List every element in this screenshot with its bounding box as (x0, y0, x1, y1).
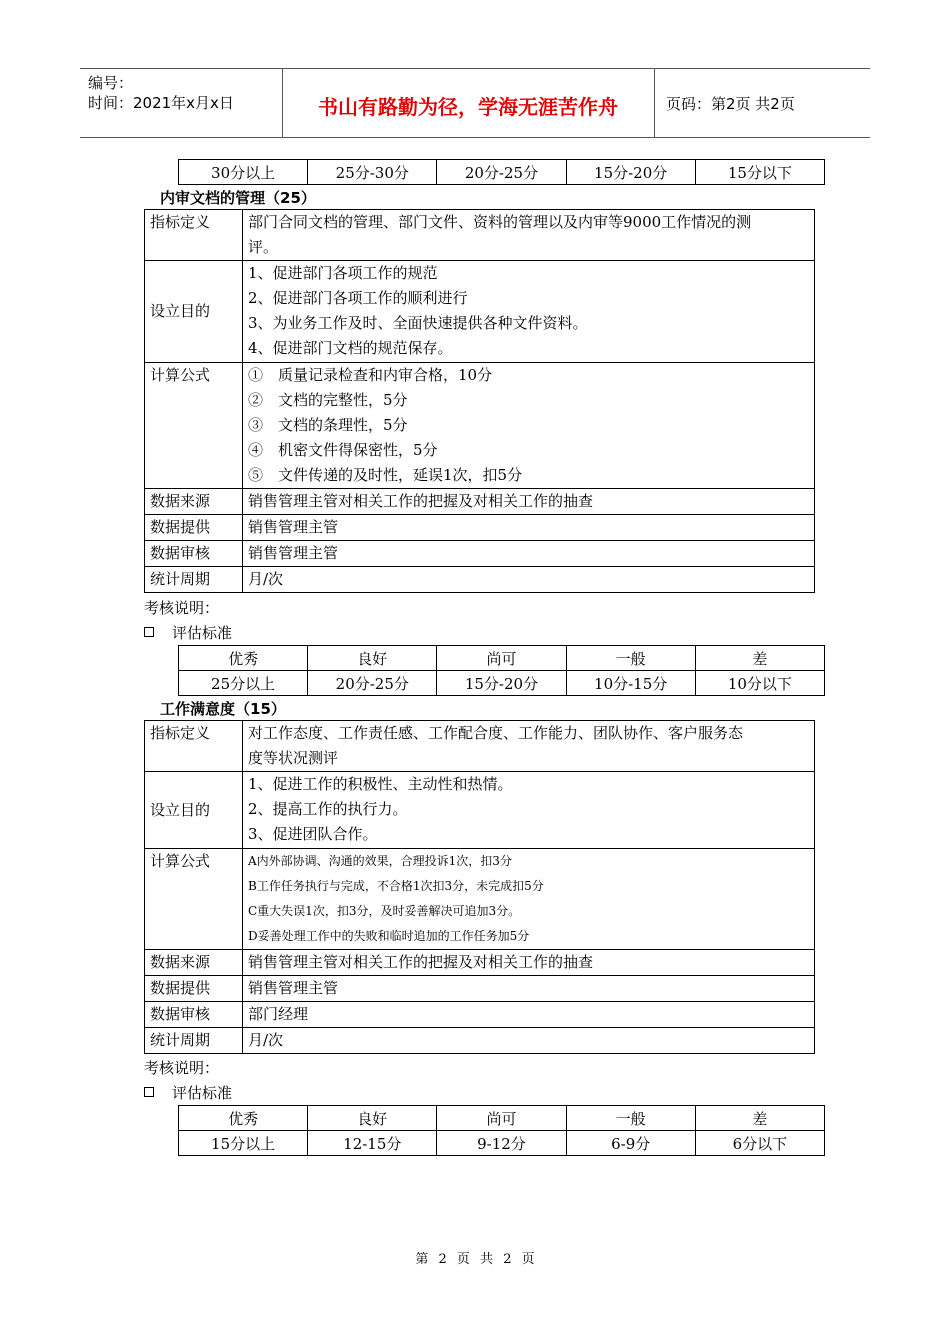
header-divider (654, 69, 655, 137)
table-header-cell: 良好 (308, 646, 437, 671)
text-line: 3、为业务工作及时、全面快速提供各种文件资料。 (248, 314, 588, 332)
row-label: 数据来源 (145, 489, 243, 515)
row-label: 数据来源 (145, 950, 243, 976)
row-label: 统计周期 (145, 567, 243, 593)
table-cell: 6-9分 (566, 1131, 695, 1156)
date-label: 时间：2021年x月x日 (88, 94, 234, 112)
header-page-label: 页码：第2页 共2页 (666, 95, 795, 113)
page-footer: 第 2 页 共 2 页 (415, 1252, 535, 1267)
row-label: 数据审核 (145, 541, 243, 567)
row-label: 数据提供 (145, 515, 243, 541)
table-cell: 30分以上 (179, 160, 308, 185)
table-cell: 15分-20分 (437, 671, 566, 696)
top-grade-table (178, 159, 825, 185)
text-line: D妥善处理工作中的失败和临时追加的工作任务加5分 (248, 929, 530, 943)
row-value: 月/次 (243, 1028, 815, 1054)
table-cell: 6分以下 (695, 1131, 824, 1156)
row-value (243, 261, 815, 363)
header-meta (88, 73, 234, 113)
eval-standard-label: 评估标准 (172, 624, 233, 642)
table-row (145, 772, 815, 849)
row-label: 设立目的 (145, 261, 243, 363)
text-line: ② 文档的完整性，5分 (248, 391, 408, 409)
text-line: ⑤ 文件传递的及时性，延误1次，扣5分 (248, 466, 523, 484)
table-row (145, 541, 815, 567)
kpi-table (144, 720, 815, 1054)
row-label: 计算公式 (145, 363, 243, 489)
table-header-cell: 一般 (566, 646, 695, 671)
table-row (179, 160, 825, 185)
table-row (179, 1106, 825, 1131)
text-line: 1、促进部门各项工作的规范 (248, 264, 438, 282)
table-row (145, 976, 815, 1002)
table-header-cell: 差 (695, 646, 824, 671)
text-line: 4、促进部门文档的规范保存。 (248, 339, 453, 357)
table-row (179, 646, 825, 671)
assessment-note: 考核说明： (144, 599, 220, 617)
table-cell: 15分以下 (695, 160, 824, 185)
table-cell: 25分-30分 (308, 160, 437, 185)
table-row (145, 721, 815, 772)
text-line: 3、促进团队合作。 (248, 825, 378, 843)
eval-standard-label: 评估标准 (172, 1084, 233, 1102)
text-line: 2、提高工作的执行力。 (248, 800, 408, 818)
section-title: 内审文档的管理（25） (160, 189, 316, 207)
table-row (145, 1028, 815, 1054)
row-value: 销售管理主管 (243, 541, 815, 567)
row-value: 销售管理主管对相关工作的把握及对相关工作的抽查 (243, 489, 815, 515)
row-value: 销售管理主管对相关工作的把握及对相关工作的抽查 (243, 950, 815, 976)
table-row (145, 567, 815, 593)
text-line: A内外部协调、沟通的效果，合理投诉1次，扣3分 (248, 854, 512, 868)
row-value: 销售管理主管 (243, 976, 815, 1002)
table-cell: 15分以上 (179, 1131, 308, 1156)
table-row (145, 515, 815, 541)
table-header-cell: 尚可 (437, 646, 566, 671)
text-line: ① 质量记录检查和内审合格，10分 (248, 366, 493, 384)
row-label: 计算公式 (145, 849, 243, 950)
table-header-cell: 尚可 (437, 1106, 566, 1131)
row-label: 数据审核 (145, 1002, 243, 1028)
text-line: C重大失误1次，扣3分，及时妥善解决可追加3分。 (248, 904, 521, 918)
row-value (243, 210, 815, 261)
table-row (179, 1131, 825, 1156)
code-label: 编号： (88, 74, 134, 92)
table-row (145, 261, 815, 363)
table-row (179, 671, 825, 696)
eval-standard-title (144, 1082, 232, 1103)
text-line: 部门合同文档的管理、部门文件、资料的管理以及内审等9000工作情况的测 (248, 213, 752, 231)
text-line: ④ 机密文件得保密性，5分 (248, 441, 438, 459)
page-header (80, 68, 870, 138)
row-label: 数据提供 (145, 976, 243, 1002)
row-value: 月/次 (243, 567, 815, 593)
table-header-cell: 差 (695, 1106, 824, 1131)
table-row (145, 950, 815, 976)
row-value (243, 772, 815, 849)
table-cell: 15分-20分 (566, 160, 695, 185)
table-row (145, 1002, 815, 1028)
row-value: 销售管理主管 (243, 515, 815, 541)
table-cell: 20分-25分 (308, 671, 437, 696)
row-label: 统计周期 (145, 1028, 243, 1054)
text-line: ③ 文档的条理性，5分 (248, 416, 408, 434)
table-row (145, 363, 815, 489)
checkbox-square-icon (144, 627, 154, 637)
text-line: 评。 (248, 238, 279, 256)
grade-table (178, 1105, 825, 1156)
table-header-cell: 一般 (566, 1106, 695, 1131)
row-value (243, 849, 815, 950)
text-line: 2、促进部门各项工作的顺利进行 (248, 289, 468, 307)
text-line: 对工作态度、工作责任感、工作配合度、工作能力、团队协作、客户服务态 (248, 724, 744, 742)
checkbox-square-icon (144, 1087, 154, 1097)
table-cell: 12-15分 (308, 1131, 437, 1156)
section-title: 工作满意度（15） (160, 700, 286, 718)
table-header-cell: 优秀 (179, 646, 308, 671)
table-cell: 9-12分 (437, 1131, 566, 1156)
table-cell: 10分-15分 (566, 671, 695, 696)
row-value (243, 721, 815, 772)
row-label: 指标定义 (145, 721, 243, 772)
table-header-cell: 良好 (308, 1106, 437, 1131)
header-motto: 书山有路勤为径，学海无涯苦作舟 (318, 95, 618, 119)
text-line: B工作任务执行与完成，不合格1次扣3分，未完成扣5分 (248, 879, 544, 893)
table-row (145, 210, 815, 261)
row-value (243, 363, 815, 489)
assessment-note: 考核说明： (144, 1059, 220, 1077)
grade-table (178, 645, 825, 696)
text-line: 度等状况测评 (248, 749, 339, 767)
row-value: 部门经理 (243, 1002, 815, 1028)
table-cell: 25分以上 (179, 671, 308, 696)
table-row (145, 849, 815, 950)
row-label: 设立目的 (145, 772, 243, 849)
table-header-cell: 优秀 (179, 1106, 308, 1131)
table-cell: 20分-25分 (437, 160, 566, 185)
kpi-table (144, 209, 815, 593)
table-cell: 10分以下 (695, 671, 824, 696)
text-line: 1、促进工作的积极性、主动性和热情。 (248, 775, 513, 793)
row-label: 指标定义 (145, 210, 243, 261)
eval-standard-title (144, 622, 232, 643)
table-row (145, 489, 815, 515)
